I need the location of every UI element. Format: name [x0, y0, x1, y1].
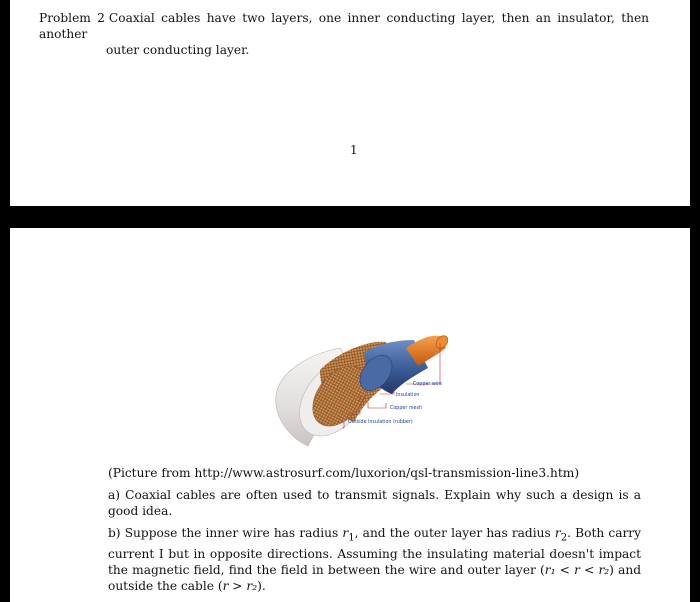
part-b-text-3: . Both carry current I but in opposite directions. Assuming the insulating material doesn't impact the magnetic field, find the field in between the wire and outer layer ( — [108, 526, 641, 578]
r1-subscript: 1 — [348, 532, 355, 544]
coaxial-cable-illustration — [268, 318, 458, 453]
picture-caption: (Picture from http://www.astrosurf.com/luxorion/qsl-transmission-line3.htm) — [108, 466, 580, 480]
r2-subscript: 2 — [560, 532, 568, 544]
part-b — [108, 525, 641, 594]
problem-statement — [39, 10, 649, 58]
label-outside-insulation: Outside insulation (rubber) — [348, 420, 413, 425]
coaxial-cable-figure — [268, 318, 458, 453]
inequality-inside: r₁ < r < r₂ — [544, 563, 610, 578]
part-b-text-5: ). — [257, 579, 266, 594]
page-number: 1 — [350, 143, 358, 157]
problem-text-line-1: Coaxial cables have two layers, one inner conducting layer, then an insulator, then another — [39, 11, 649, 41]
page-1 — [10, 0, 690, 206]
part-b-text-1: b) Suppose the inner wire has radius — [108, 526, 343, 540]
label-insulation: Insulation — [396, 393, 420, 398]
r1-symbol: r — [342, 526, 349, 540]
page-2 — [10, 228, 690, 602]
part-b-text-4: ) and outside the cable ( — [108, 563, 642, 594]
r2-symbol: r — [554, 526, 561, 540]
label-copper-mesh: Copper mesh — [390, 406, 422, 411]
problem-label: Problem 2 — [39, 11, 105, 25]
problem-parts — [108, 465, 641, 600]
inequality-outside: r > r₂ — [222, 579, 258, 594]
label-copper-wire: Copper wire — [413, 382, 442, 387]
part-a: a) Coaxial cables are often used to transmit signals. Explain why such a design is a good idea. — [108, 488, 641, 518]
part-b-text-2: , and the outer layer has radius — [354, 526, 555, 540]
problem-text-line-2: outer conducting layer. — [106, 43, 250, 57]
